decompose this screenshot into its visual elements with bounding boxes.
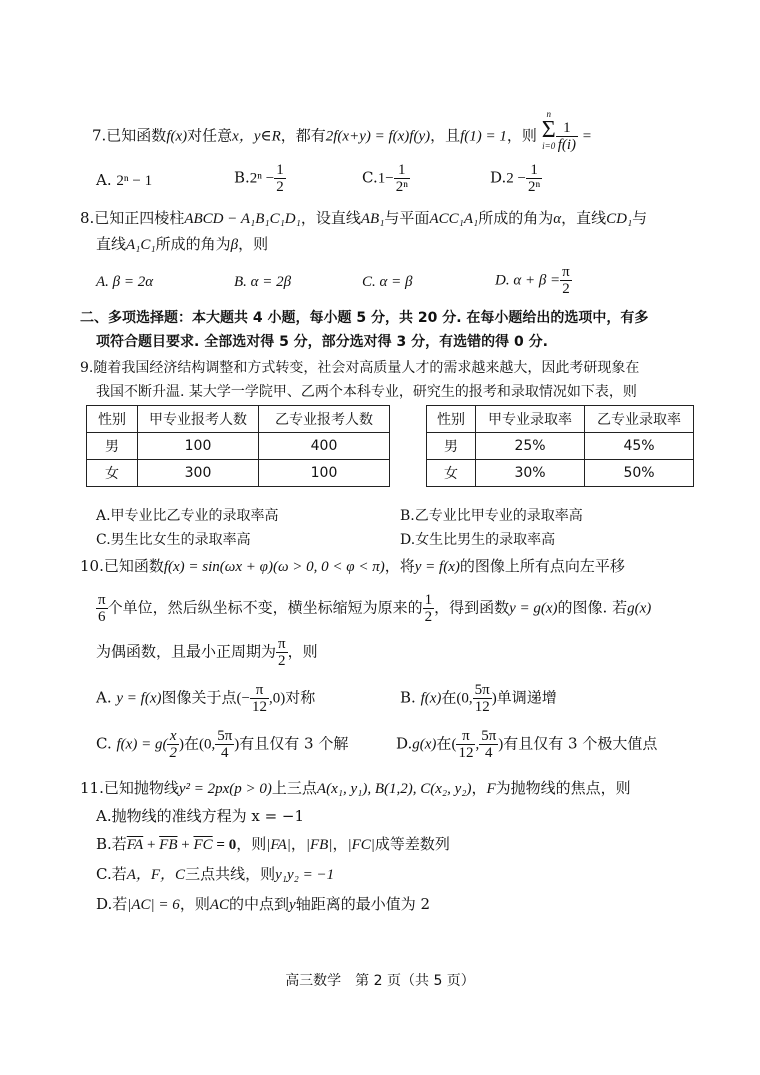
option-math: (0, <box>456 690 473 707</box>
q11-focus: F <box>486 781 496 797</box>
option-text: ， <box>290 835 306 853</box>
option-math: (0, <box>198 736 216 753</box>
q10-shift-frac <box>96 592 108 625</box>
option-label: B. <box>234 168 250 187</box>
frac-den: 4 <box>484 745 493 761</box>
option-text: C.若 <box>96 865 127 883</box>
table-header-cell: 性别 <box>87 406 138 433</box>
option-math: ) <box>498 736 504 753</box>
table-cell: 300 <box>138 460 259 487</box>
q8-text: ，则 <box>238 235 269 253</box>
frac-den: 12 <box>458 745 474 761</box>
option-text: D.若 <box>96 895 128 913</box>
table-row <box>87 460 390 487</box>
option-frac <box>473 682 492 715</box>
q10-option-a[interactable] <box>96 682 315 715</box>
q9-option-d[interactable]: D.女生比男生的录取率高 <box>400 532 556 548</box>
q8-text: 所成的角为 <box>478 209 554 227</box>
q8-option-d[interactable] <box>495 264 572 297</box>
option-math: + <box>143 837 160 853</box>
frac-den: 2ⁿ <box>527 179 541 195</box>
frac-num: π <box>562 264 570 280</box>
table-cell: 女 <box>427 460 476 487</box>
option-math: = 0 <box>212 837 237 853</box>
q10-stem-line1 <box>80 556 700 577</box>
q8-a1c1: A₁C₁ <box>126 237 156 253</box>
option-text: D. α + β = <box>495 272 561 289</box>
q10-text: ，将 <box>384 557 415 575</box>
table-cell: 25% <box>476 433 585 460</box>
frac-num: π <box>250 682 269 699</box>
q11-parabola: y² = 2px(p > 0) <box>178 781 272 797</box>
q10-text: 的图像上所有点向左平移 <box>459 557 625 575</box>
q10-option-b[interactable] <box>400 682 557 715</box>
q7-sum-frac <box>556 120 578 153</box>
option-text: 在 <box>183 734 199 753</box>
option-text: 对称 <box>285 688 316 707</box>
option-math: y <box>289 897 296 913</box>
frac-den: 2 <box>424 609 433 625</box>
frac-den: 2ⁿ <box>395 179 408 195</box>
frac-den: 12 <box>474 699 490 715</box>
table-header-row <box>87 406 390 433</box>
q8-ab1: AB₁ <box>360 211 385 227</box>
q7-text: ，且 <box>430 126 461 145</box>
table-cell: 30% <box>476 460 585 487</box>
option-label: D. <box>396 734 413 753</box>
option-math: AC <box>209 897 229 913</box>
frac-num: 1 <box>394 162 410 179</box>
q8-text: 与 <box>632 209 648 227</box>
q9-option-b[interactable]: B.乙专业比甲专业的录取率高 <box>400 508 583 524</box>
option-frac <box>215 728 234 761</box>
frac-den: 6 <box>98 609 106 625</box>
q10-text: ，得到函数 <box>434 598 510 617</box>
option-frac <box>560 264 572 297</box>
q7-sum <box>542 109 556 151</box>
q8-prism: ABCD − A₁B₁C₁D₁ <box>184 211 301 227</box>
q7-fx: f(x) <box>166 128 188 145</box>
q8-option-c[interactable]: C. α = β <box>362 274 413 290</box>
option-text: 图像关于点 <box>161 688 237 707</box>
vector-fa: $\overline{FA}$ <box>126 837 144 853</box>
frac-num: 5π <box>217 728 233 744</box>
option-math: , <box>475 736 480 753</box>
table-header-cell: 乙专业报考人数 <box>259 406 390 433</box>
option-math: ) <box>491 690 497 707</box>
option-text: ，则 <box>179 895 210 913</box>
table-header-row <box>427 406 694 433</box>
option-text: 2ⁿ − <box>249 170 275 187</box>
option-text: 2ⁿ − 1 <box>116 173 153 189</box>
option-text: 成等差数列 <box>374 835 450 853</box>
q8-text: 8.已知正四棱柱 <box>80 209 185 227</box>
q8-stem-line2 <box>96 234 700 255</box>
frac-num: π <box>456 728 475 745</box>
option-math: g(x) <box>412 736 437 753</box>
vector-fb: $\overline{FB}$ <box>159 837 178 853</box>
table-row <box>427 433 694 460</box>
frac-num: 1 <box>556 120 578 137</box>
option-text: 在 <box>436 734 452 753</box>
option-text: 单调递增 <box>496 688 557 707</box>
q10-text: 的图像. 若 <box>557 598 628 617</box>
table-cell: 男 <box>427 433 476 460</box>
option-text: 1− <box>377 170 394 187</box>
q8-plane: ACC₁A₁ <box>429 211 479 227</box>
frac-num: 5π <box>474 682 490 698</box>
q8-cd1: CD₁ <box>606 211 633 227</box>
table-row <box>87 433 390 460</box>
option-frac <box>167 728 179 761</box>
q8-text: ，设直线 <box>300 209 361 227</box>
option-text: ，则 <box>236 835 267 853</box>
q7-stem <box>92 108 700 153</box>
q10-stem-line3 <box>96 636 700 669</box>
q11-text: 11.已知抛物线 <box>80 779 179 797</box>
q7-f1: f(1) = 1 <box>460 128 507 145</box>
q7-option-a[interactable] <box>96 170 152 191</box>
option-text: 在 <box>441 688 457 707</box>
q7-text: ，则 <box>506 126 537 145</box>
table-cell: 100 <box>259 460 390 487</box>
option-frac <box>394 162 410 195</box>
section2-heading-line2: 项符合题目要求. 全部选对得 5 分，部分选对得 3 分，有选错的得 0 分. <box>96 334 548 350</box>
frac-num: π <box>98 592 106 608</box>
option-label: D. <box>490 168 507 187</box>
option-frac <box>526 162 542 195</box>
frac-den: 4 <box>220 745 229 761</box>
q7-option-b[interactable] <box>234 162 286 195</box>
q11-option-c[interactable] <box>96 864 700 885</box>
table-header-cell: 性别 <box>427 406 476 433</box>
frac-den: 2 <box>278 653 286 669</box>
option-text: 有且仅有 3 个解 <box>239 734 349 753</box>
option-frac <box>479 728 498 761</box>
option-text: B.若 <box>96 835 127 853</box>
option-math: f(x) <box>420 690 442 707</box>
frac-num: 1 <box>276 162 284 178</box>
table-cell: 女 <box>87 460 138 487</box>
q7-xy: x，y∈R <box>232 128 281 145</box>
q11-text: ， <box>471 779 487 797</box>
abs-fc: |FC| <box>347 837 375 853</box>
frac-num: 1 <box>424 592 433 608</box>
option-frac <box>250 682 269 715</box>
q7-text: 对任意 <box>187 126 233 145</box>
option-math: f(x) = g( <box>116 736 168 753</box>
abs-fb: |FB| <box>305 837 333 853</box>
option-text: 三点共线，则 <box>185 865 276 883</box>
frac-den: f(i) <box>557 137 577 153</box>
table-cell: 100 <box>138 433 259 460</box>
q8-stem-line1 <box>80 208 700 229</box>
option-label: A. <box>96 688 112 707</box>
option-label: C. <box>96 734 112 753</box>
option-text: 轴距离的最小值为 2 <box>295 895 430 913</box>
abs-fa: |FA| <box>266 837 291 853</box>
q9-stem-line2: 我国不断升温. 某大学一学院甲、乙两个本科专业，研究生的报考和录取情况如下表，则 <box>96 384 637 400</box>
option-math: ( <box>451 736 457 753</box>
section2-heading-line1: 二、多项选择题：本大题共 4 小题，每小题 5 分，共 20 分. 在每小题给出的选项中，有多 <box>80 310 649 326</box>
q10-option-d[interactable] <box>396 728 657 761</box>
q11-stem <box>80 778 700 799</box>
option-math: ) <box>178 736 184 753</box>
q7-option-d[interactable] <box>490 162 542 195</box>
frac-den: 2 <box>562 281 570 297</box>
table-header-cell: 乙专业录取率 <box>585 406 694 433</box>
option-frac <box>456 728 475 761</box>
frac-den: 2 <box>169 745 177 761</box>
q10-function: f(x) = sin(ωx + φ)(ω > 0, 0 < φ < π) <box>163 559 385 575</box>
q7-option-c[interactable] <box>362 162 410 195</box>
q8-option-b[interactable]: B. α = 2β <box>234 274 292 290</box>
q11-option-b[interactable] <box>96 834 700 855</box>
option-math: ,0) <box>268 690 286 707</box>
option-math: + <box>177 837 194 853</box>
q8-text: 与平面 <box>384 209 430 227</box>
table-cell: 400 <box>259 433 390 460</box>
option-math: |AC| = 6 <box>127 897 180 913</box>
q9-option-c[interactable]: C.男生比女生的录取率高 <box>96 532 251 548</box>
frac-num: π <box>278 636 286 652</box>
q10-half-frac <box>423 592 435 625</box>
sum-upper: n <box>546 108 551 119</box>
q11-text: 为抛物线的焦点，则 <box>495 779 631 797</box>
q11-points: A(x₁, y₁), B(1,2), C(x₂, y₂) <box>316 781 472 797</box>
q8-text: 所成的角为 <box>155 235 231 253</box>
option-text: 的中点到 <box>229 895 290 913</box>
q7-text: 7.已知函数 <box>92 126 167 145</box>
table-row <box>427 460 694 487</box>
q10-y: y = f(x) <box>414 559 460 575</box>
table-cell: 50% <box>585 460 694 487</box>
q11-option-d[interactable] <box>96 894 700 915</box>
sum-lower: i=0 <box>542 140 556 151</box>
q10-g: y = g(x) <box>509 600 558 617</box>
option-label: B. <box>400 688 416 707</box>
frac-num: 5π <box>481 728 497 744</box>
q8-beta: β <box>230 237 239 253</box>
q8-text: ，直线 <box>561 209 607 227</box>
q10-option-c[interactable] <box>96 728 348 761</box>
q10-text: 个单位，然后纵坐标不变，横坐标缩短为原来的 <box>107 598 423 617</box>
q9-table-applicants <box>86 405 390 487</box>
vector-fc: $\overline{FC}$ <box>193 837 213 853</box>
option-text: 有且仅有 3 个极大值点 <box>503 734 658 753</box>
frac-num: x <box>167 728 179 745</box>
option-math: y = f(x) <box>116 690 162 707</box>
table-header-cell: 甲专业录取率 <box>476 406 585 433</box>
option-math: ) <box>234 736 240 753</box>
table-cell: 男 <box>87 433 138 460</box>
q10-stem-line2 <box>96 592 700 625</box>
option-math: (− <box>236 690 250 707</box>
q7-eq: = <box>582 128 592 145</box>
q8-alpha: α <box>553 211 562 227</box>
q10-gx: g(x) <box>627 600 652 617</box>
option-text: ， <box>332 835 348 853</box>
q7-equation: 2f(x+y) = f(x)f(y) <box>325 128 431 145</box>
frac-den: 12 <box>251 699 267 715</box>
table-cell: 45% <box>585 433 694 460</box>
sigma-symbol: Σ <box>541 116 556 143</box>
frac-den: 2 <box>276 179 284 195</box>
q9-table-admission-rates <box>426 405 694 487</box>
table-header-cell: 甲专业报考人数 <box>138 406 259 433</box>
option-math: A，F，C <box>126 867 186 883</box>
option-label: A. <box>96 171 112 189</box>
q8-option-a[interactable]: A. β = 2α <box>96 274 154 290</box>
q7-text: ，都有 <box>280 126 326 145</box>
q8-text: 直线 <box>96 235 127 253</box>
page-footer: 高三数学 第 2 页（共 5 页） <box>285 973 475 989</box>
q10-period-frac <box>276 636 288 669</box>
frac-num: 1 <box>526 162 542 179</box>
option-text: 2 − <box>506 170 526 187</box>
option-label: C. <box>362 168 378 187</box>
option-frac <box>274 162 286 195</box>
q9-stem-line1: 9.随着我国经济结构调整和方式转变，社会对高质量人才的需求越来越大，因此考研现象在 <box>80 360 640 376</box>
q9-option-a[interactable]: A.甲专业比乙专业的录取率高 <box>96 508 279 524</box>
q11-option-a[interactable]: A.抛物线的准线方程为 x = −1 <box>96 807 305 825</box>
q11-text: 上三点 <box>271 779 317 797</box>
q10-text: ，则 <box>287 642 318 661</box>
option-math: y₁y₂ = −1 <box>275 867 335 883</box>
q10-text: 为偶函数，且最小正周期为 <box>96 642 277 661</box>
q10-text: 10.已知函数 <box>80 557 164 575</box>
